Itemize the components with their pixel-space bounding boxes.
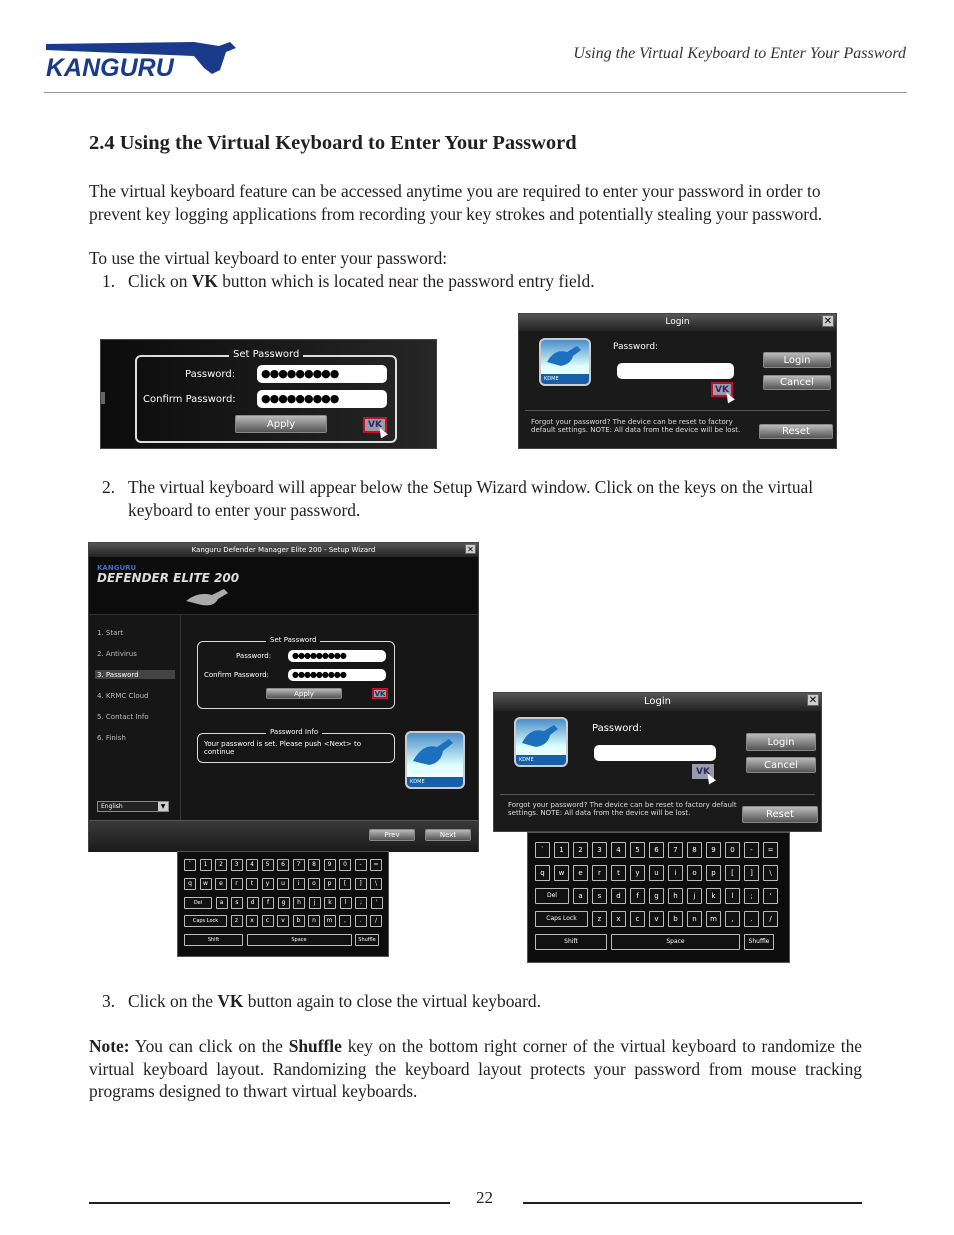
step-text: Click on VK button which is located near the password entry field. [128, 271, 595, 291]
key-r0c12[interactable]: = [763, 842, 778, 858]
keyboard-row [184, 859, 382, 871]
keyboard-row [535, 888, 778, 904]
login-title: Login [665, 317, 690, 327]
reset-button[interactable]: Reset [742, 806, 818, 823]
key-r1c8[interactable]: o [308, 878, 320, 890]
setup-wizard-screenshot [88, 542, 479, 852]
key-r0c5[interactable]: 5 [630, 842, 645, 858]
key-r3c1[interactable]: z [592, 911, 607, 927]
next-button[interactable]: Next [425, 829, 471, 841]
key-r3c8[interactable]: , [725, 911, 740, 927]
wizard-title-bar [89, 543, 478, 557]
key-caps-lock[interactable]: Caps Lock [535, 911, 588, 927]
key-r0c11[interactable]: - [355, 859, 367, 871]
keyboard-row [184, 878, 382, 890]
key-r0c2[interactable]: 2 [573, 842, 588, 858]
key-r1c12[interactable]: \ [370, 878, 382, 890]
login-button[interactable]: Login [746, 733, 816, 751]
wizard-password-label: Password: [236, 652, 272, 660]
confirm-password-field[interactable]: ●●●●●●●●● [257, 390, 387, 408]
key-r0c12[interactable]: = [370, 859, 382, 871]
key-r1c6[interactable]: u [649, 865, 664, 881]
key-r0c7[interactable]: 7 [668, 842, 683, 858]
key-r2c3[interactable]: d [247, 897, 259, 909]
forgot-password-text: Forgot your password? The device can be reset to factory default settings. NOTE: All data from the device will be lost. [508, 801, 737, 817]
key-space[interactable]: Space [247, 934, 352, 946]
key-r0c4[interactable]: 4 [246, 859, 258, 871]
apply-button[interactable]: Apply [235, 415, 327, 433]
close-icon[interactable]: ✕ [465, 544, 476, 554]
key-r1c1[interactable]: w [200, 878, 212, 890]
key-shuffle[interactable]: Shuffle [355, 934, 379, 946]
key-shift[interactable]: Shift [535, 934, 607, 950]
key-r2c5[interactable]: g [649, 888, 664, 904]
wizard-banner [89, 557, 478, 615]
reset-button[interactable]: Reset [759, 424, 833, 439]
key-r2c7[interactable]: j [309, 897, 321, 909]
key-shift[interactable]: Shift [184, 934, 243, 946]
kangaroo-icon [184, 587, 234, 609]
step-text: The virtual keyboard will appear below the Setup Wizard window. Click on the keys on the virtual keyboard to enter your password. [128, 477, 814, 520]
key-r1c0[interactable]: q [184, 878, 196, 890]
running-title: Using the Virtual Keyboard to Enter Your Password [573, 45, 906, 62]
key-r1c11[interactable]: ] [355, 878, 367, 890]
cancel-button[interactable]: Cancel [763, 375, 831, 390]
key-r1c11[interactable]: ] [744, 865, 759, 881]
wizard-footer [89, 820, 478, 852]
key-r0c3[interactable]: 3 [231, 859, 243, 871]
key-r1c0[interactable]: q [535, 865, 550, 881]
key-r2c6[interactable]: h [293, 897, 305, 909]
wizard-step-start[interactable]: 1. Start [97, 629, 124, 637]
wizard-apply-button[interactable]: Apply [266, 688, 342, 699]
footer-rule-left [89, 1202, 450, 1204]
wizard-brand-small: KANGURU [97, 564, 137, 572]
key-r3c6[interactable]: n [308, 915, 320, 927]
key-r0c3[interactable]: 3 [592, 842, 607, 858]
key-r1c6[interactable]: u [277, 878, 289, 890]
key-r0c4[interactable]: 4 [611, 842, 626, 858]
key-r2c1[interactable]: a [573, 888, 588, 904]
key-r1c8[interactable]: o [687, 865, 702, 881]
key-r2c6[interactable]: h [668, 888, 683, 904]
key-r1c10[interactable]: [ [725, 865, 740, 881]
login-button[interactable]: Login [763, 352, 831, 368]
virtual-keyboard-small [177, 851, 389, 957]
vk-button[interactable]: VK [711, 382, 733, 397]
vk-button[interactable]: VK [363, 417, 387, 433]
key-r3c10[interactable]: / [370, 915, 382, 927]
mouse-cursor-icon [704, 772, 716, 785]
key-r2c10[interactable]: ; [355, 897, 367, 909]
key-r0c8[interactable]: 8 [687, 842, 702, 858]
step-text: Click on the VK button again to close the virtual keyboard. [128, 991, 541, 1011]
key-shuffle[interactable]: Shuffle [744, 934, 774, 950]
wizard-set-password-legend: Set Password [266, 636, 320, 644]
key-r1c10[interactable]: [ [339, 878, 351, 890]
key-r0c0[interactable]: ` [535, 842, 550, 858]
key-r2c5[interactable]: g [278, 897, 290, 909]
key-r1c1[interactable]: w [554, 865, 569, 881]
wizard-step-contact[interactable]: 5. Contact Info [97, 713, 149, 721]
key-r0c6[interactable]: 6 [277, 859, 289, 871]
key-r2c3[interactable]: d [611, 888, 626, 904]
key-r0c8[interactable]: 8 [308, 859, 320, 871]
login-password-field[interactable] [594, 745, 716, 761]
key-r1c3[interactable]: r [231, 878, 243, 890]
kanguru-app-icon: KDME [405, 731, 465, 789]
password-field[interactable]: ●●●●●●●●● [257, 365, 387, 383]
wizard-password-field[interactable]: ●●●●●●●●● [288, 650, 386, 662]
login-password-label: Password: [592, 723, 643, 734]
key-r0c1[interactable]: 1 [554, 842, 569, 858]
key-r1c9[interactable]: p [706, 865, 721, 881]
login-password-field[interactable] [617, 363, 734, 379]
lead-paragraph: To use the virtual keyboard to enter your password: [89, 248, 448, 268]
wizard-brand-big: DEFENDER ELITE 200 [97, 571, 240, 585]
forgot-password-text: Forgot your password? The device can be reset to factory default settings. NOTE: All data from the device will be lost. [531, 418, 741, 434]
key-r0c5[interactable]: 5 [262, 859, 274, 871]
key-r3c10[interactable]: / [763, 911, 778, 927]
header-divider [44, 92, 907, 93]
logo-text: KANGURU [46, 54, 174, 80]
close-icon[interactable]: ✕ [808, 695, 818, 706]
wizard-step-password[interactable]: 3. Password [97, 671, 139, 679]
wizard-step-finish[interactable]: 6. Finish [97, 734, 126, 742]
key-r1c4[interactable]: t [611, 865, 626, 881]
key-r0c10[interactable]: 0 [725, 842, 740, 858]
key-space[interactable]: Space [611, 934, 740, 950]
intro-paragraph: The virtual keyboard feature can be accessed anytime you are required to enter your password in order to prevent key logging applications from recording your key strokes and potentially stealing your password. [89, 181, 823, 224]
key-r1c7[interactable]: i [293, 878, 305, 890]
kanguru-app-icon: KDME [514, 717, 568, 767]
step-number: 1. [102, 271, 116, 291]
language-select[interactable]: English ▼ [97, 801, 169, 812]
note-paragraph: Note: You can click on the Shuffle key on the bottom right corner of the virtual keyboard to randomize the virtual keyboard layout. Randomizing the keyboard layout protects your password from mouse tracking programs designed to thwart virtual keyboards. [89, 1036, 862, 1101]
key-r1c4[interactable]: t [246, 878, 258, 890]
key-r3c4[interactable]: v [277, 915, 289, 927]
key-r3c5[interactable]: b [293, 915, 305, 927]
key-r3c7[interactable]: m [324, 915, 336, 927]
set-password-screenshot [100, 339, 437, 449]
key-r1c5[interactable]: y [262, 878, 274, 890]
wizard-title: Kanguru Defender Manager Elite 200 - Setup Wizard [191, 546, 376, 554]
key-r2c11[interactable]: ' [763, 888, 778, 904]
key-r0c2[interactable]: 2 [215, 859, 227, 871]
key-r1c5[interactable]: y [630, 865, 645, 881]
key-r3c2[interactable]: x [611, 911, 626, 927]
key-r2c1[interactable]: a [216, 897, 228, 909]
keyboard-row [184, 915, 382, 927]
step-2 [102, 476, 865, 521]
key-r1c2[interactable]: e [215, 878, 227, 890]
key-r3c2[interactable]: x [246, 915, 258, 927]
key-r3c9[interactable]: . [744, 911, 759, 927]
wizard-step-krmc[interactable]: 4. KRMC Cloud [97, 692, 149, 700]
key-r0c9[interactable]: 9 [324, 859, 336, 871]
key-del[interactable]: Del [535, 888, 569, 904]
key-r2c7[interactable]: j [687, 888, 702, 904]
key-r1c3[interactable]: r [592, 865, 607, 881]
key-r3c5[interactable]: b [668, 911, 683, 927]
key-r3c3[interactable]: c [262, 915, 274, 927]
key-r3c3[interactable]: c [630, 911, 645, 927]
page-number: 22 [476, 1188, 493, 1207]
mouse-cursor-icon [723, 391, 735, 404]
chevron-down-icon: ▼ [158, 802, 168, 811]
key-r0c1[interactable]: 1 [200, 859, 212, 871]
step-3 [102, 990, 541, 1013]
keyboard-row [535, 911, 778, 927]
login-title: Login [644, 696, 671, 707]
key-r2c11[interactable]: ' [371, 897, 383, 909]
keyboard-row [535, 865, 778, 881]
kanguru-app-icon: KDME [539, 338, 591, 386]
cancel-button[interactable]: Cancel [746, 757, 816, 773]
login-title-bar [519, 314, 836, 331]
footer-rule-right [523, 1202, 862, 1204]
key-r0c6[interactable]: 6 [649, 842, 664, 858]
key-r0c9[interactable]: 9 [706, 842, 721, 858]
key-r2c4[interactable]: f [630, 888, 645, 904]
key-r3c1[interactable]: z [231, 915, 243, 927]
key-del[interactable]: Del [184, 897, 212, 909]
keyboard-row [184, 934, 379, 946]
key-r1c7[interactable]: i [668, 865, 683, 881]
key-r0c10[interactable]: 0 [339, 859, 351, 871]
login-title-bar [494, 693, 821, 711]
key-r2c10[interactable]: ; [744, 888, 759, 904]
section-title: 2.4 Using the Virtual Keyboard to Enter Your Password [89, 132, 577, 154]
key-r3c4[interactable]: v [649, 911, 664, 927]
password-label: Password: [185, 369, 236, 380]
keyboard-row [535, 842, 778, 858]
key-r0c7[interactable]: 7 [293, 859, 305, 871]
wizard-confirm-field[interactable]: ●●●●●●●●● [288, 669, 386, 681]
step-number: 2. [102, 477, 116, 497]
set-password-legend: Set Password [229, 349, 303, 360]
key-r2c2[interactable]: s [231, 897, 243, 909]
step-number: 3. [102, 991, 116, 1011]
key-r0c0[interactable]: ` [184, 859, 196, 871]
key-r2c2[interactable]: s [592, 888, 607, 904]
wizard-vk-button[interactable]: VK [372, 688, 388, 699]
login-screenshot-small [518, 313, 837, 449]
kanguru-logo [44, 40, 240, 80]
password-info-legend: Password Info [266, 728, 322, 736]
step-1 [102, 270, 595, 293]
key-caps-lock[interactable]: Caps Lock [184, 915, 227, 927]
keyboard-row [535, 934, 774, 950]
key-r0c11[interactable]: - [744, 842, 759, 858]
key-r3c8[interactable]: , [339, 915, 351, 927]
key-r1c9[interactable]: p [324, 878, 336, 890]
login-screenshot-large [493, 692, 822, 832]
login-password-label: Password: [613, 342, 659, 352]
keyboard-row [184, 897, 383, 909]
password-info-text: Your password is set. Please push <Next> to continue [204, 740, 362, 756]
wizard-confirm-label: Confirm Password: [204, 671, 269, 679]
prev-button[interactable]: Prev [369, 829, 415, 841]
key-r2c9[interactable]: l [340, 897, 352, 909]
key-r3c7[interactable]: m [706, 911, 721, 927]
key-r2c8[interactable]: k [324, 897, 336, 909]
wizard-sidebar [89, 615, 181, 820]
key-r3c6[interactable]: n [687, 911, 702, 927]
virtual-keyboard-large [527, 832, 790, 963]
key-r2c9[interactable]: l [725, 888, 740, 904]
key-r1c2[interactable]: e [573, 865, 588, 881]
wizard-step-antivirus[interactable]: 2. Antivirus [97, 650, 137, 658]
key-r2c8[interactable]: k [706, 888, 721, 904]
vk-button[interactable]: VK [692, 764, 714, 779]
key-r2c4[interactable]: f [262, 897, 274, 909]
confirm-password-label: Confirm Password: [143, 394, 236, 405]
key-r1c12[interactable]: \ [763, 865, 778, 881]
close-icon[interactable]: ✕ [823, 316, 833, 327]
key-r3c9[interactable]: . [355, 915, 367, 927]
